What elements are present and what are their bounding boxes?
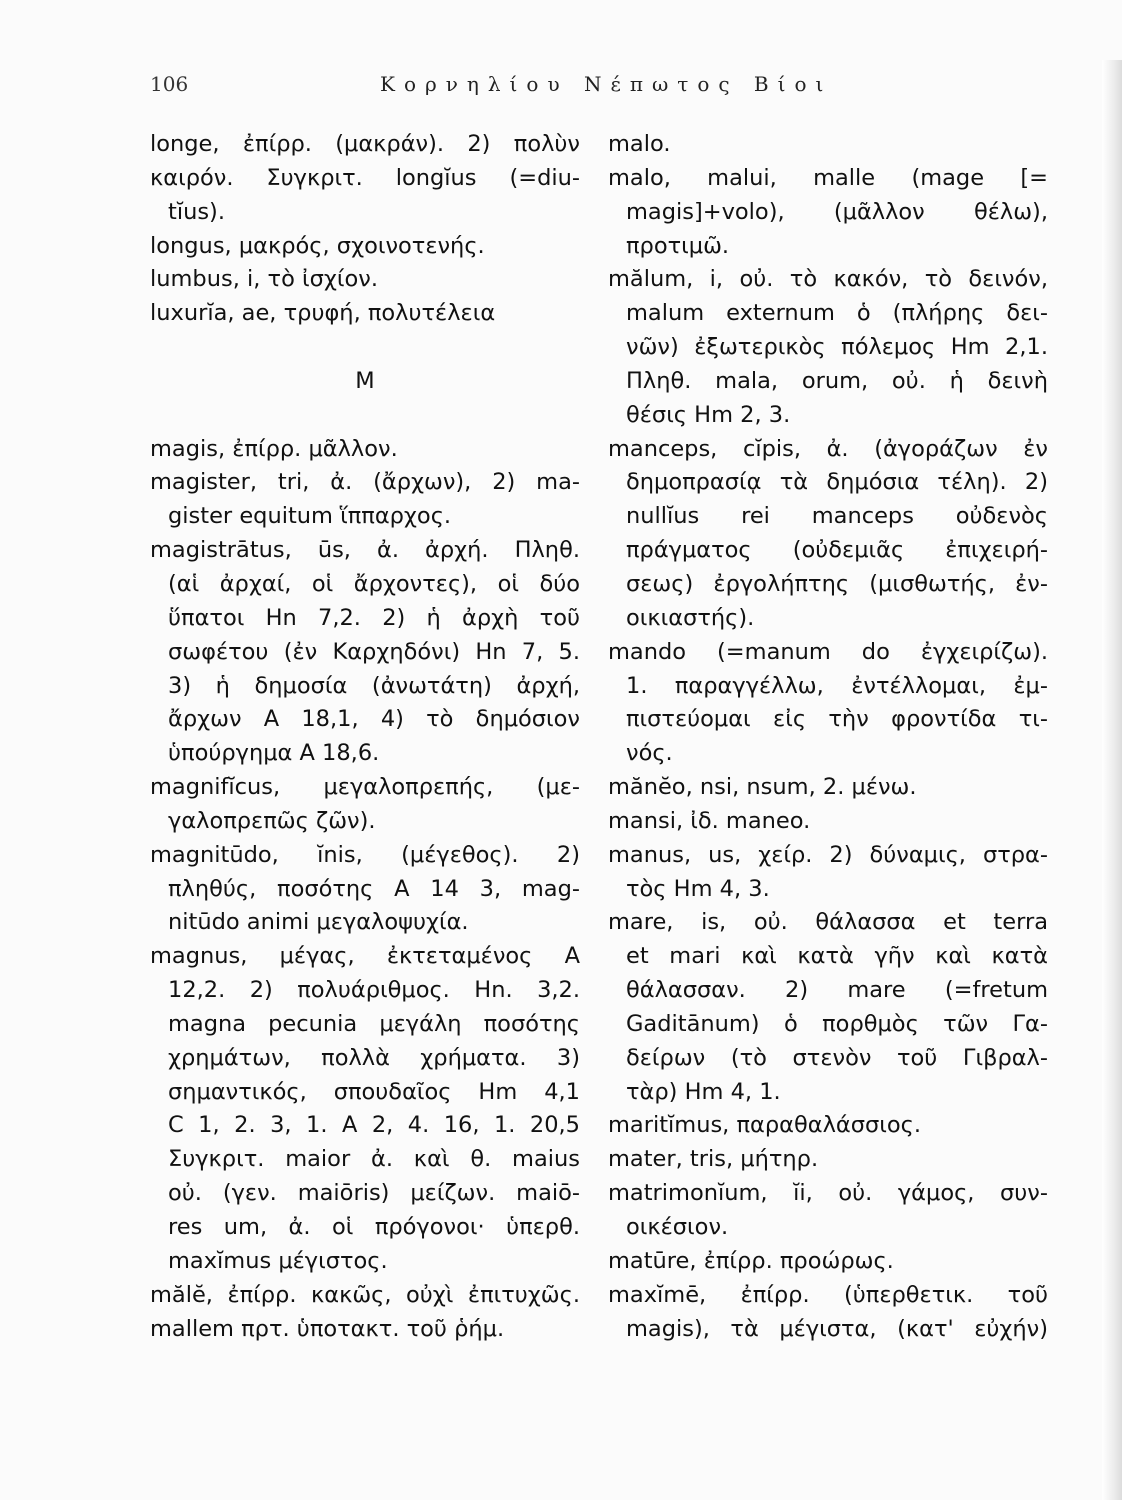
entry-line: nullĭus rei manceps οὐδενὸς xyxy=(626,503,1048,530)
entry-line: mălum, i, οὐ. τὸ κακόν, τὸ δεινόν, xyxy=(608,266,1048,293)
entry-line: πιστεύομαι εἰς τὴν φροντίδα τι- xyxy=(626,706,1048,733)
entry-line: ὑπούργημα A 18,6. xyxy=(168,740,380,767)
entry-line: θέσις Hm 2, 3. xyxy=(626,401,791,428)
entry-line: δημοπρασίᾳ τὰ δημόσια τέλη). 2) xyxy=(626,469,1048,496)
entry-line: malum externum ὁ (πλήρης δει- xyxy=(626,300,1048,327)
entry-line: tĭus). xyxy=(168,198,225,225)
entry-line: maritĭmus, παραθαλάσσιος. xyxy=(608,1112,921,1139)
entry-line: σωφέτου (ἐν Καρχηδόνι) Hn 7, 5. xyxy=(168,638,580,665)
entry-line: 3) ἡ δημοσία (ἀνωτάτη) ἀρχή, xyxy=(168,672,580,699)
entry-line: ἄρχων A 18,1, 4) τὸ δημόσιον xyxy=(168,706,580,733)
entry-line: σημαντικός, σπουδαῖος Hm 4,1 xyxy=(168,1078,580,1105)
entry-line: matrimonĭum, ĭi, οὐ. γάμος, συν- xyxy=(608,1180,1048,1207)
entry-line: magnus, μέγας, ἐκτεταμένος A xyxy=(150,943,580,970)
entry-line: malo. xyxy=(608,131,671,157)
entry-line: προτιμῶ. xyxy=(626,232,730,259)
entry-line: M xyxy=(355,367,375,394)
entry-line: mansi, ἰδ. maneo. xyxy=(608,807,811,834)
entry-line: δείρων (τὸ στενὸν τοῦ Γιβραλ- xyxy=(626,1044,1048,1071)
entry-line: οικιαστής). xyxy=(626,604,755,631)
entry-line: et mari καὶ κατὰ γῆν καὶ κατὰ xyxy=(626,943,1048,970)
entry-line: malo, malui, malle (mage [= xyxy=(608,164,1048,191)
entry-line: magistrātus, ūs, ἀ. ἀρχή. Πληθ. xyxy=(150,537,580,564)
entry-line: mater, tris, μήτηρ. xyxy=(608,1146,819,1173)
entry-line: θάλασσαν. 2) mare (=fretum xyxy=(626,977,1048,1004)
left-column xyxy=(150,128,580,1346)
entry-line: 12,2. 2) πολυάριθμος. Hn. 3,2. xyxy=(168,977,580,1004)
entry-line: χρημάτων, πολλὰ χρήματα. 3) xyxy=(168,1044,580,1071)
entry-line: C 1, 2. 3, 1. A 2, 4. 16, 1. 20,5 xyxy=(168,1112,580,1139)
entry-line: οικέσιον. xyxy=(626,1214,729,1240)
entry-line: lumbus, i, τὸ ἰσχίον. xyxy=(150,266,378,293)
page-header xyxy=(150,72,1030,108)
entry-line: τὸς Hm 4, 3. xyxy=(626,875,770,902)
entry-line: maxĭmus μέγιστος. xyxy=(168,1247,388,1274)
entry-line: magnifĭcus, μεγαλοπρεπής, (με- xyxy=(150,774,580,801)
entry-line: luxurĭa, ae, τρυφή, πολυτέλεια xyxy=(150,300,496,327)
entry-line: mallem πρτ. ὑποτακτ. τοῦ ῥήμ. xyxy=(150,1315,505,1342)
entry-line: 1. παραγγέλλω, ἐντέλλομαι, ἐμ- xyxy=(626,672,1048,699)
entry-line: magis]+volo), (μᾶλλον θέλω), xyxy=(626,198,1048,225)
entry-line: mănĕo, nsi, nsum, 2. μένω. xyxy=(608,774,917,801)
entry-line: γαλοπρεπῶς ζῶν). xyxy=(168,807,376,834)
entry-line: magna pecunia μεγάλη ποσότης xyxy=(168,1010,580,1037)
entry-line: νῶν) ἐξωτερικὸς πόλεμος Hm 2,1. xyxy=(626,334,1048,361)
entry-line: πράγματος (οὐδεμιᾶς ἐπιχειρή- xyxy=(626,537,1048,564)
blank-line xyxy=(150,399,580,433)
entry-line: manceps, cĭpis, ἀ. (ἀγοράζων ἐν xyxy=(608,435,1048,462)
running-title: Κορνηλίου Νέπωτος Βίοι xyxy=(380,72,833,96)
entry-line: maxĭmē, ἐπίρρ. (ὑπερθετικ. τοῦ xyxy=(608,1281,1048,1308)
entry-line: res um, ἀ. οἱ πρόγονοι· ὑπερθ. xyxy=(168,1214,580,1240)
right-column xyxy=(608,128,1048,1346)
entry-line: πληθύς, ποσότης A 14 3, mag- xyxy=(168,875,580,902)
entry-line: longus, μακρός, σχοινοτενής. xyxy=(150,232,485,259)
blank-line xyxy=(150,331,580,365)
entry-line: καιρόν. Συγκριτ. longĭus (=diu- xyxy=(150,164,580,191)
entry-line: longe, ἐπίρρ. (μακράν). 2) πολὺν xyxy=(150,131,580,157)
entry-line: (αἱ ἀρχαί, οἱ ἄρχοντες), οἱ δύο xyxy=(168,570,580,597)
page-number: 106 xyxy=(150,72,189,96)
entry-line: manus, us, χείρ. 2) δύναμις, στρα- xyxy=(608,841,1048,868)
entry-line: magis), τὰ μέγιστα, (κατ' εὐχήν) xyxy=(626,1315,1048,1342)
entry-line: mando (=manum do ἐγχειρίζω). xyxy=(608,638,1048,665)
entry-line: magis, ἐπίρρ. μᾶλλον. xyxy=(150,435,398,462)
entry-line: magister, tri, ἀ. (ἄρχων), 2) ma- xyxy=(150,469,580,496)
entry-line: nitūdo animi μεγαλοψυχία. xyxy=(168,909,469,936)
entry-line: σεως) ἐργολήπτης (μισθωτής, ἐν- xyxy=(626,570,1048,597)
entry-line: mălĕ, ἐπίρρ. κακῶς, οὐχὶ ἐπιτυχῶς. xyxy=(150,1281,580,1308)
entry-line: οὐ. (γεν. maiōris) μείζων. maiō- xyxy=(168,1180,580,1207)
entry-line: matūre, ἐπίρρ. προώρως. xyxy=(608,1247,894,1274)
entry-line: νός. xyxy=(626,740,673,767)
entry-line: Συγκριτ. maior ἀ. καὶ θ. maius xyxy=(168,1146,580,1173)
page-edge-shadow xyxy=(1102,60,1122,1500)
entry-line: τὰρ) Hm 4, 1. xyxy=(626,1078,781,1105)
entry-line: magnitūdo, ĭnis, (μέγεθος). 2) xyxy=(150,841,580,868)
entry-line: ὕπατοι Hn 7,2. 2) ἡ ἀρχὴ τοῦ xyxy=(168,604,580,631)
entry-line: Gaditānum) ὁ πορθμὸς τῶν Γα- xyxy=(626,1010,1048,1037)
entry-line: Πληθ. mala, orum, οὐ. ἡ δεινὴ xyxy=(626,367,1048,394)
entry-line: mare, is, οὐ. θάλασσα et terra xyxy=(608,909,1048,936)
entry-line: gister equitum ἵππαρχος. xyxy=(168,503,452,530)
